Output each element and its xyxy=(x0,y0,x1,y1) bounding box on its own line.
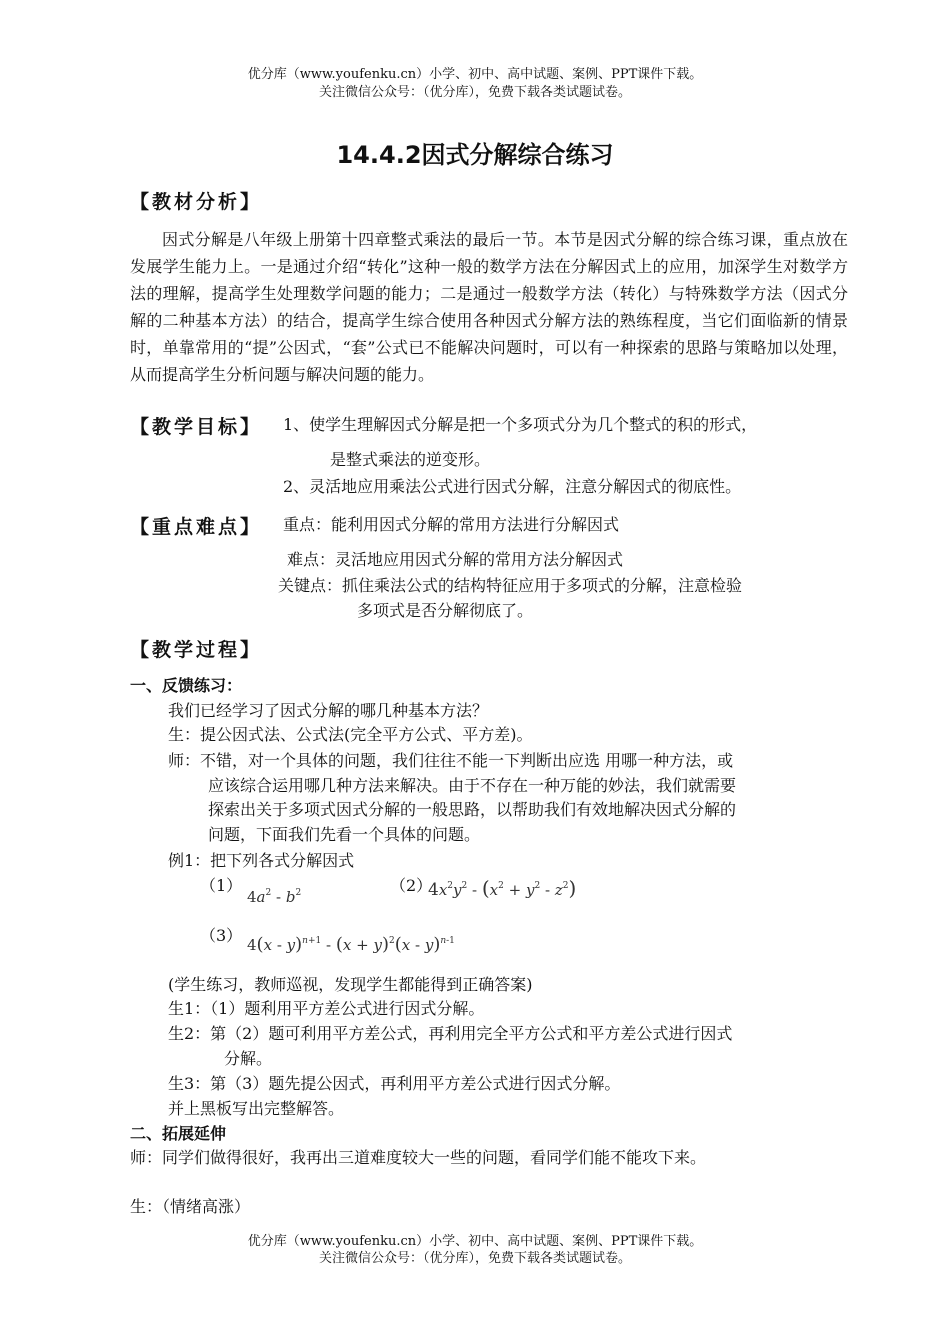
page-title: 14.4.2因式分解综合练习 xyxy=(336,141,614,169)
goal-1-line-b: 是整式乘法的逆变形。 xyxy=(330,450,491,469)
exercise-2-formula: $4x^2y^2 - (x^2 + y^2 - z^2)$ xyxy=(428,876,577,900)
part-1-heading: 一、反馈练习： xyxy=(130,676,243,695)
part-2-heading: 二、拓展延伸 xyxy=(130,1124,227,1143)
focus-point: 重点：能利用因式分解的常用方法进行分解因式 xyxy=(283,515,620,534)
student-2-answer-a: 生2：第（2）题可利用平方差公式，再利用完全平方公式和平方差公式进行因式 xyxy=(168,1024,733,1043)
section-heading-process: 【教学过程】 xyxy=(130,639,263,661)
teacher-challenge: 师：同学们做得很好，我再出三道难度较大一些的问题，看同学们能不能攻下来。 xyxy=(130,1148,707,1167)
section-heading-goals: 【教学目标】 xyxy=(130,416,263,438)
key-point-line-a: 关键点：抓住乘法公式的结构特征应用于多项式的分解，注意检验 xyxy=(278,576,743,595)
exercise-2-label: （2） xyxy=(390,876,433,895)
teacher-line-b: 应该综合运用哪几种方法来解决。由于不存在一种万能的妙法，我们就需要 xyxy=(208,776,737,795)
footer-line-1: 优分库（www.youfenku.cn）小学、初中、高中试题、案例、PPT课件下载。 xyxy=(247,1234,703,1249)
header-line-1: 优分库（www.youfenku.cn）小学、初中、高中试题、案例、PPT课件下载。 xyxy=(247,67,703,82)
student-2-answer-b: 分解。 xyxy=(224,1049,273,1068)
teacher-line-c: 探索出关于多项式因式分解的一般思路，以帮助我们有效地解决因式分解的 xyxy=(208,800,737,819)
student-answer: 生：提公因式法、公式法(完全平方公式、平方差)。 xyxy=(168,725,533,744)
exercise-3-formula: $4(x - y)^{n+1} - (x + y)^2(x - y)^{n-1}$ xyxy=(247,934,455,955)
section-heading-keypoints: 【重点难点】 xyxy=(130,516,263,538)
footer-line-2: 关注微信公众号：（优分库），免费下载各类试题试卷。 xyxy=(318,1251,631,1266)
student-3-answer: 生3：第（3）题先提公因式，再利用平方差公式进行因式分解。 xyxy=(168,1074,621,1093)
student-1-answer: 生1：（1）题利用平方差公式进行因式分解。 xyxy=(168,999,485,1018)
teacher-line-a: 师：不错，对一个具体的问题，我们往往不能一下判断出应选 用哪一种方法，或 xyxy=(168,751,734,770)
section-heading-textbook: 【教材分析】 xyxy=(130,191,263,213)
practice-note: (学生练习，教师巡视，发现学生都能得到正确答案) xyxy=(168,975,533,994)
student-mood: 生：（情绪高涨） xyxy=(130,1197,251,1216)
example-1: 例1：把下列各式分解因式 xyxy=(168,851,355,870)
exercise-3-label: （3） xyxy=(200,926,243,945)
board-note: 并上黑板写出完整解答。 xyxy=(168,1099,345,1118)
question-methods: 我们已经学习了因式分解的哪几种基本方法？ xyxy=(168,701,489,720)
goal-2: 2、灵活地应用乘法公式进行因式分解，注意分解因式的彻底性。 xyxy=(283,477,742,496)
teacher-line-d: 问题，下面我们先看一个具体的问题。 xyxy=(208,825,481,844)
key-point-line-b: 多项式是否分解彻底了。 xyxy=(357,601,534,620)
difficulty-point: 难点：灵活地应用因式分解的常用方法分解因式 xyxy=(287,550,624,569)
textbook-analysis-paragraph: 因式分解是八年级上册第十四章整式乘法的最后一节。本节是因式分解的综合练习课，重点放在发展学生能力上。一是通过介绍“转化”这种一般的数学方法在分解因式上的应用，加深学生对数学方法的理解，提高学生处理数学问题的能力；二是通过一般数学方法（转化）与特殊数学方法（因式分解的二种基本方法）的结合，提高学生综合使用各种因式分解方法的熟练程度，当它们面临新的情景时，单靠常用的“提”公因式，“套”公式已不能解决问题时，可以有一种探索的思路与策略加以处理，从而提高学生分析问题与解决问题的能力。 xyxy=(130,230,848,384)
exercise-1-formula: $4a^2 - b^2$ xyxy=(247,888,302,906)
header-line-2: 关注微信公众号：（优分库），免费下载各类试题试卷。 xyxy=(318,85,631,100)
exercise-1-label: （1） xyxy=(200,876,243,895)
goal-1-line-a: 1、使学生理解因式分解是把一个多项式分为几个整式的积的形式， xyxy=(283,415,758,434)
